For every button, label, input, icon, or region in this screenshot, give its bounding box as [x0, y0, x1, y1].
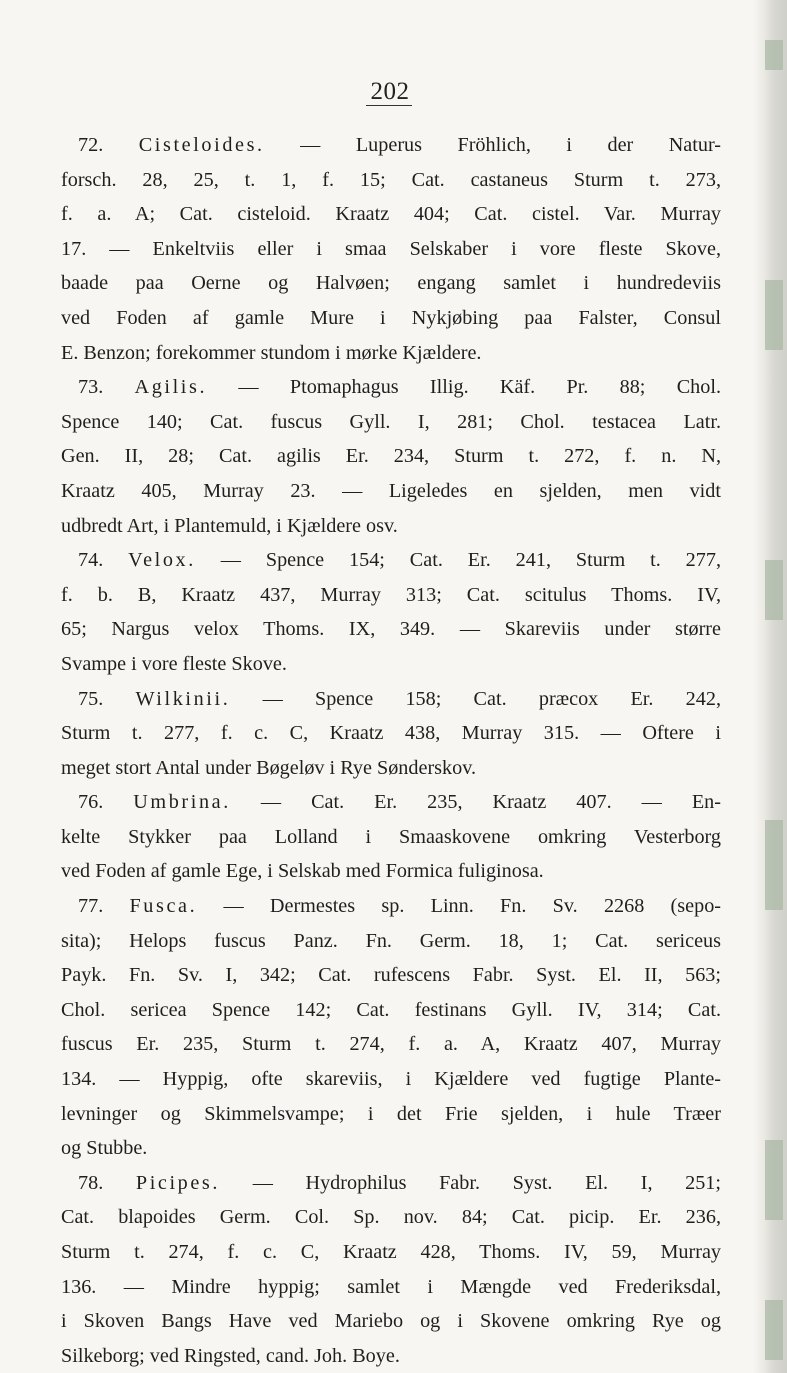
text-line: 17. — Enkeltviis eller i smaa Selskaber i vore fleste Skove, [61, 237, 721, 260]
text-line: f. a. A; Cat. cisteloid. Kraatz 404; Cat. cistel. Var. Murray [61, 203, 721, 226]
text-line: 74. Velox. — Spence 154; Cat. Er. 241, Sturm t. 277, [78, 549, 721, 572]
edge-stain [765, 40, 783, 70]
edge-stain [765, 820, 783, 910]
text-line: 136. — Mindre hyppig; samlet i Mængde ved Frederiksdal, [61, 1275, 721, 1298]
text-line: 76. Umbrina. — Cat. Er. 235, Kraatz 407. — En- [78, 791, 721, 814]
text-line: f. b. B, Kraatz 437, Murray 313; Cat. scitulus Thoms. IV, [61, 583, 721, 606]
text-line: forsch. 28, 25, t. 1, f. 15; Cat. castaneus Sturm t. 273, [61, 168, 721, 191]
text-line: ved Foden af gamle Ege, i Selskab med Formica fuliginosa. [61, 860, 544, 883]
text-line: 75. Wilkinii. — Spence 158; Cat. præcox Er. 242, [78, 687, 721, 710]
edge-stain [765, 280, 783, 350]
edge-stain [765, 1300, 783, 1360]
text-line: Spence 140; Cat. fuscus Gyll. I, 281; Chol. testacea Latr. [61, 410, 721, 433]
page-number: 202 [370, 78, 410, 105]
text-line: fuscus Er. 235, Sturm t. 274, f. a. A, Kraatz 407, Murray [61, 1033, 721, 1056]
text-line: kelte Stykker paa Lolland i Smaaskovene omkring Vesterborg [61, 825, 721, 848]
edge-stain [765, 1140, 783, 1220]
body-text [61, 128, 721, 1373]
text-line: 73. Agilis. — Ptomaphagus Illig. Käf. Pr. 88; Chol. [78, 376, 721, 399]
species-name: Fusca. [129, 895, 198, 918]
text-line: i Skoven Bangs Have ved Mariebo og i Skovene omkring Rye og [61, 1310, 721, 1333]
text-line: sita); Helops fuscus Panz. Fn. Germ. 18, 1; Cat. sericeus [61, 929, 721, 952]
text-line: 72. Cisteloides. — Luperus Fröhlich, i der Natur- [78, 134, 721, 156]
text-line: Sturm t. 277, f. c. C, Kraatz 438, Murray 315. — Oftere i [61, 722, 721, 745]
text-line: Payk. Fn. Sv. I, 342; Cat. rufescens Fabr. Syst. El. II, 563; [61, 964, 721, 987]
text-line: og Stubbe. [61, 1137, 148, 1160]
text-line: E. Benzon; forekommer stundom i mørke Kjældere. [61, 341, 482, 364]
text-line: baade paa Oerne og Halvøen; engang samlet i hundredeviis [61, 272, 721, 295]
text-line: Cat. blapoides Germ. Col. Sp. nov. 84; Cat. picip. Er. 236, [61, 1206, 721, 1229]
text-line: 65; Nargus velox Thoms. IX, 349. — Skareviis under større [61, 618, 721, 641]
text-line: Kraatz 405, Murray 23. — Ligeledes en sjelden, men vidt [61, 479, 721, 502]
text-line: levninger og Skimmelsvampe; i det Frie sjelden, i hule Træer [61, 1102, 721, 1125]
text-line: Sturm t. 274, f. c. C, Kraatz 428, Thoms. IV, 59, Murray [61, 1241, 721, 1263]
text-line: Silkeborg; ved Ringsted, cand. Joh. Boye. [61, 1344, 400, 1367]
text-line: meget stort Antal under Bøgeløv i Rye Sønderskov. [61, 756, 477, 779]
text-line: ved Foden af gamle Mure i Nykjøbing paa Falster, Consul [61, 306, 721, 329]
species-name: Velox. [128, 549, 196, 572]
page-number-underline [366, 105, 412, 106]
text-line: 78. Picipes. — Hydrophilus Fabr. Syst. El. I, 251; [78, 1171, 721, 1194]
species-name: Cisteloides. [138, 134, 265, 156]
text-line: Svampe i vore fleste Skove. [61, 652, 287, 675]
species-name: Umbrina. [133, 791, 231, 814]
text-line: 134. — Hyppig, ofte skareviis, i Kjældere ved fugtige Plante- [61, 1068, 721, 1091]
edge-stain [765, 560, 783, 620]
text-line: Chol. sericea Spence 142; Cat. festinans Gyll. IV, 314; Cat. [61, 998, 721, 1021]
page-edge [753, 0, 787, 1373]
text-line: udbredt Art, i Plantemuld, i Kjældere osv. [61, 514, 398, 537]
text-line: Gen. II, 28; Cat. agilis Er. 234, Sturm t. 272, f. n. N, [61, 445, 721, 468]
species-name: Agilis. [134, 376, 208, 399]
species-name: Wilkinii. [135, 687, 231, 710]
species-name: Picipes. [135, 1171, 221, 1194]
text-line: 77. Fusca. — Dermestes sp. Linn. Fn. Sv. 2268 (sepo- [78, 895, 721, 918]
